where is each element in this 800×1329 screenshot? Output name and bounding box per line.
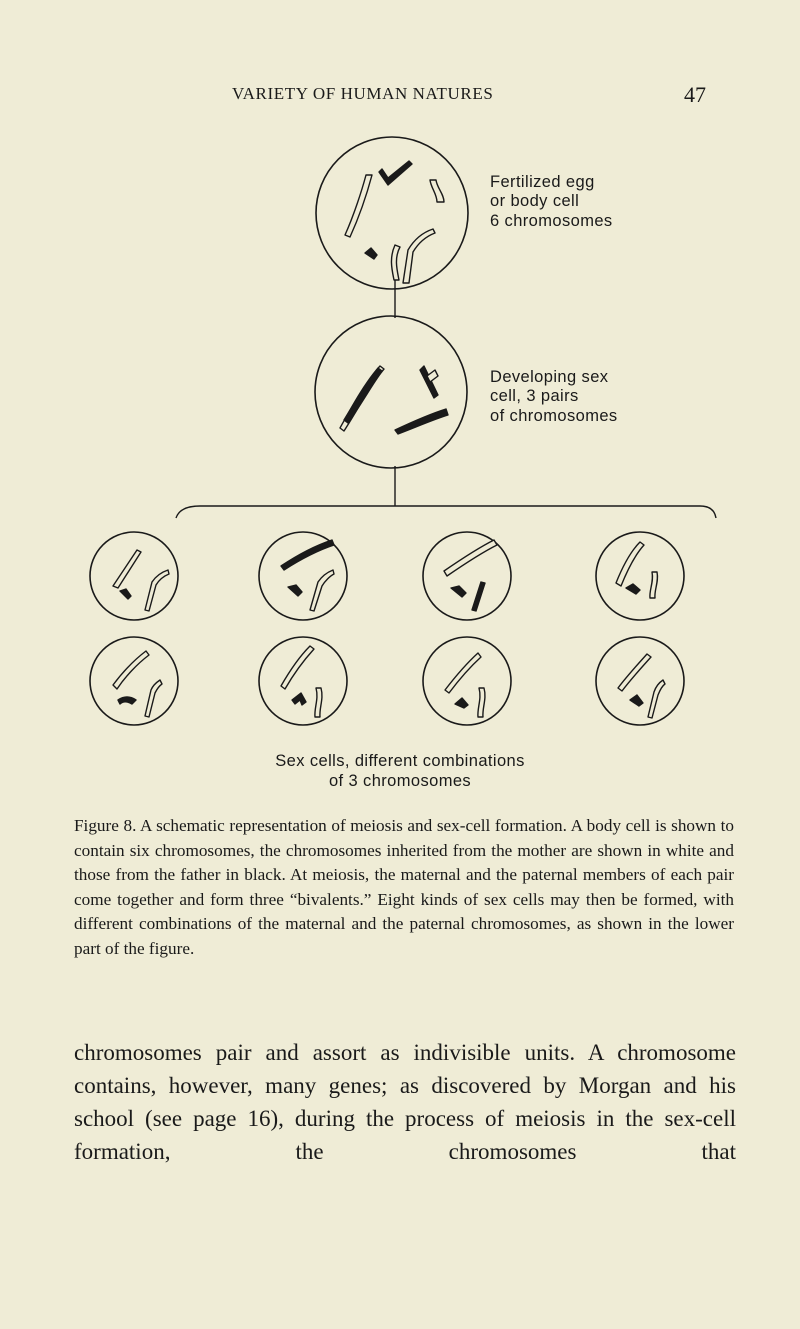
chromosome <box>344 368 382 423</box>
chromosome <box>616 542 644 586</box>
body-paragraph: chromosomes pair and assort as indivisible units. A chromosome contains, however, many genes; as discovered by Morgan and his school (see page 16), during the process of meiosis in the sex-cell formation, the chromosomes that <box>74 1040 736 1164</box>
cell-outline <box>596 637 684 725</box>
cell-outline <box>315 316 467 468</box>
chromosome <box>472 582 485 611</box>
chromosome <box>113 550 141 588</box>
cell-outline <box>423 532 511 620</box>
fertilized-egg-cell <box>316 137 613 289</box>
chromosome <box>120 589 131 599</box>
chromosome <box>427 370 438 382</box>
cell-outline <box>259 637 347 725</box>
chromosome <box>365 248 377 259</box>
sex-cell-7 <box>423 637 511 725</box>
chromosome <box>455 698 468 708</box>
chromosome <box>395 409 448 434</box>
label-sex-cells-line2: of 3 chromosomes <box>328 772 472 790</box>
chromosome <box>379 161 412 185</box>
page-number: 47 <box>684 82 706 107</box>
label-sex-cells-line1: Sex cells, different combinations <box>275 752 525 770</box>
chromosome <box>626 584 640 594</box>
chromosome <box>288 585 302 596</box>
chromosome <box>292 693 306 705</box>
sex-cell-3 <box>423 532 511 620</box>
running-head: VARIETY OF HUMAN NATURES <box>232 84 494 103</box>
page-header <box>0 84 800 114</box>
label-fertilized-line1: Fertilized egg <box>490 173 595 191</box>
chromosome <box>444 540 497 576</box>
chromosome <box>618 654 651 691</box>
chromosome <box>345 175 372 237</box>
cell-outline <box>423 637 511 725</box>
figure-caption: Figure 8. A schematic representation of meiosis and sex-cell formation. A body cell is shown to contain six chromosomes, the chromosomes inherited from the mother are shown in white and those from the father in black. At meiosis, the maternal and the paternal members of each pair come together and form three “bivalents.” Eight kinds of sex cells may then be formed, with different combinations of the maternal and the paternal chromosomes, as shown in the lower part of the figure. <box>74 816 734 958</box>
chromosome <box>478 688 485 717</box>
chromosome <box>281 646 314 689</box>
chromosome <box>145 680 162 717</box>
label-developing-line1: Developing sex <box>490 368 609 386</box>
chromosome <box>403 229 435 283</box>
chromosome <box>113 651 149 689</box>
chromosome <box>430 180 444 202</box>
sex-cell-2 <box>259 532 347 620</box>
chromosome <box>648 680 665 718</box>
sex-cells-grid <box>90 532 684 725</box>
chromosome <box>630 695 643 706</box>
sex-cell-6 <box>259 637 347 725</box>
chromosome <box>118 697 136 704</box>
cell-outline <box>90 637 178 725</box>
chromosome <box>145 570 169 611</box>
label-fertilized-line2: or body cell <box>490 192 580 210</box>
meiosis-figure <box>0 120 800 800</box>
sex-cell-5 <box>90 637 178 725</box>
chromosome <box>445 653 481 693</box>
label-developing-line3: of chromosomes <box>490 407 618 425</box>
chromosome <box>310 570 334 611</box>
chromosome <box>281 540 334 570</box>
connector-bracket <box>176 506 716 518</box>
chromosome <box>451 586 466 597</box>
sex-cell-4 <box>596 532 684 620</box>
chromosome <box>315 688 322 717</box>
sex-cell-1 <box>90 532 178 620</box>
label-fertilized-line3: 6 chromosomes <box>490 212 613 230</box>
chromosome <box>650 572 658 598</box>
chromosome <box>391 245 400 280</box>
label-developing-line2: cell, 3 pairs <box>490 387 579 405</box>
developing-sex-cell <box>315 316 618 468</box>
sex-cell-8 <box>596 637 684 725</box>
